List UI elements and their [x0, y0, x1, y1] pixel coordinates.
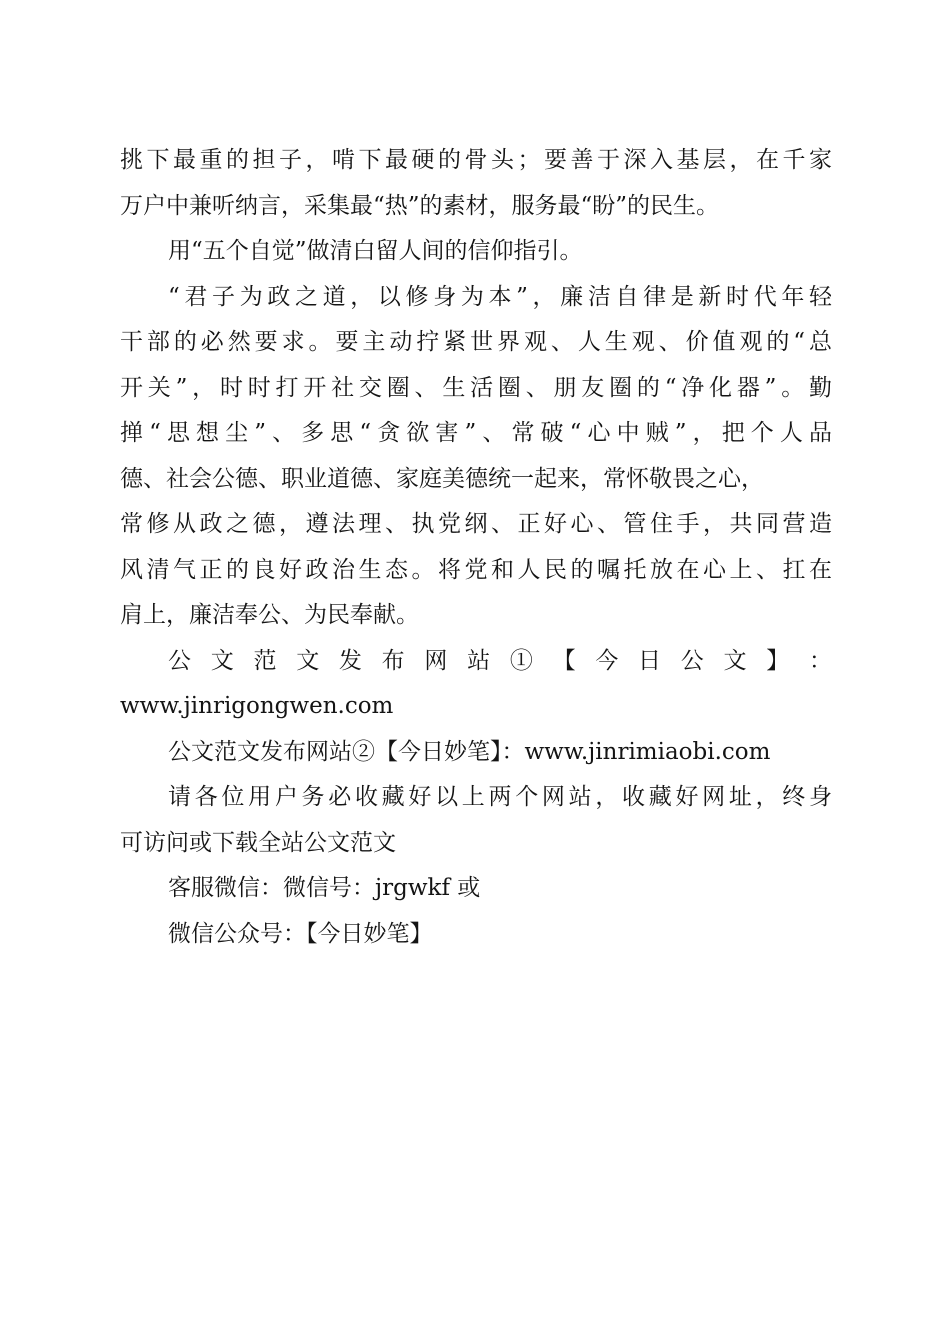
paragraph-line: 掸“思想尘”、多思“贪欲害”、常破“心中贼”，把个人品 — [120, 420, 832, 446]
paragraph-line: 德、社会公德、职业道德、家庭美德统一起来，常怀敬畏之心， — [120, 465, 764, 492]
site2-line — [120, 730, 832, 776]
site1-url[interactable] — [120, 684, 832, 730]
site1-url-text[interactable]: www.jinrigongwen.com — [120, 693, 394, 719]
section-heading: 用“五个自觉”做清白留人间的信仰指引。 — [168, 238, 583, 264]
paragraph-line: 干部的必然要求。要主动拧紧世界观、人生观、价值观的“总 — [120, 329, 832, 355]
paragraph-line: 风清气正的良好政治生态。将党和人民的嘱托放在心上、扛在 — [120, 556, 832, 583]
notice-line: 可访问或下载全站公文范文 — [120, 829, 396, 856]
paragraph-line: “君子为政之道，以修身为本”，廉洁自律是新时代年轻 — [168, 283, 832, 310]
site2-label: 公文范文发布网站②【今日妙笔】： — [168, 738, 525, 765]
paragraph-line: 挑下最重的担子，啃下最硬的骨头；要善于深入基层，在千家 — [120, 147, 832, 173]
official-account: 微信公众号：【今日妙笔】 — [168, 920, 433, 947]
paragraph-line: 万户中兼听纳言，采集最“热”的素材，服务最“盼”的民生。 — [120, 192, 720, 219]
document-body — [120, 138, 832, 957]
notice-line: 请各位用户务必收藏好以上两个网站，收藏好网址，终身 — [168, 784, 832, 810]
site2-url[interactable]: www.jinrimiaobi.com — [524, 738, 771, 765]
paragraph-line: 开关”，时时打开社交圈、生活圈、朋友圈的“净化器”。勤 — [120, 374, 832, 401]
paragraph-line: 肩上，廉洁奉公、为民奉献。 — [120, 602, 419, 628]
paragraph-line: 常修从政之德，遵法理、执党纲、正好心、管住手，共同营造 — [120, 511, 832, 537]
service-wechat: 客服微信：微信号：jrgwkf 或 — [168, 875, 481, 901]
site1-label: 公 文 范 文 发 布 网 站 ① 【 今 日 公 文 】 ： — [168, 647, 832, 674]
